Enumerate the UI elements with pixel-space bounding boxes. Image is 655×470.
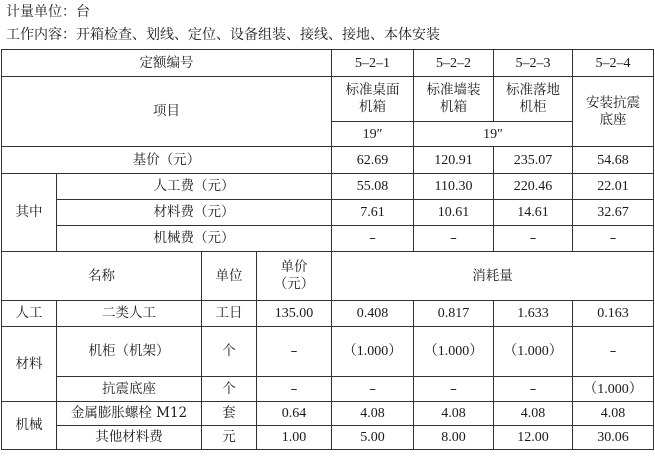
item-name-4-line-2: 底座 [599, 111, 627, 128]
item-name-1 [332, 77, 414, 122]
base-price-value-2: 120.91 [414, 147, 494, 174]
material-consumption-4: – [573, 327, 654, 377]
labor-cost-value-4: 22.01 [573, 174, 654, 200]
material-row [2, 327, 654, 377]
labor-group-label: 人工 [2, 301, 57, 327]
material-unit: 个 [202, 377, 257, 402]
material-name: 机柜（机架） [57, 327, 202, 377]
base-price-value-4: 54.68 [573, 147, 654, 174]
machinery-cost-value-3: – [494, 226, 573, 252]
machinery-consumption-2: 8.00 [414, 426, 494, 450]
labor-name: 二类人工 [57, 301, 202, 327]
consumption-header: 消耗量 [332, 252, 654, 301]
labor-row [2, 301, 654, 327]
material-consumption-1: （1.000） [332, 327, 414, 377]
labor-consumption-1: 0.408 [332, 301, 414, 327]
machinery-consumption-1: 5.00 [332, 426, 414, 450]
material-cost-value-4: 32.67 [573, 200, 654, 226]
quota-code-2: 5–2–2 [414, 50, 494, 77]
material-consumption-3: – [494, 377, 573, 402]
material-price: – [257, 327, 332, 377]
item-name-2-line-1: 标准墙装 [426, 82, 481, 98]
unit-header: 单位 [202, 252, 257, 301]
material-cost-row [2, 200, 654, 226]
unit-of-measure-line: 计量单位：台 [6, 4, 90, 20]
material-cost-value-2: 10.61 [414, 200, 494, 226]
quota-table [1, 49, 654, 450]
labor-price: 135.00 [257, 301, 332, 327]
machinery-consumption-2: 4.08 [414, 402, 494, 426]
material-consumption-3: （1.000） [494, 327, 573, 377]
quota-code-3: 5–2–3 [494, 50, 573, 77]
machinery-price: 1.00 [257, 426, 332, 450]
machinery-name: 其他材料费 [57, 426, 202, 450]
labor-unit: 工日 [202, 301, 257, 327]
material-consumption-2: – [414, 377, 494, 402]
item-name-2 [414, 77, 494, 122]
machinery-cost-value-4: – [573, 226, 654, 252]
base-price-label: 基价（元） [2, 147, 332, 174]
material-cost-value-1: 7.61 [332, 200, 414, 226]
quota-number-label: 定额编号 [2, 50, 332, 77]
item-row [2, 77, 654, 122]
machinery-consumption-4: 4.08 [573, 402, 654, 426]
base-price-value-3: 235.07 [494, 147, 573, 174]
item-name-3-line-1: 标准落地 [506, 82, 560, 98]
material-row [2, 377, 654, 402]
name-header: 名称 [2, 252, 202, 301]
material-cost-value-3: 14.61 [494, 200, 573, 226]
material-consumption-1: – [332, 377, 414, 402]
item-name-4 [573, 77, 654, 147]
item-label: 项目 [2, 77, 332, 147]
of-which-label: 其中 [2, 174, 57, 252]
machinery-cost-row [2, 226, 654, 252]
machinery-cost-value-1: – [332, 226, 414, 252]
unit-price-header [257, 252, 332, 301]
material-price: – [257, 377, 332, 402]
unit-price-header-line-1: 单价 [280, 259, 308, 275]
item-name-2-line-2: 机箱 [440, 99, 467, 115]
item-name-1-line-1: 标准桌面 [345, 82, 400, 98]
item-name-3 [494, 77, 573, 122]
labor-consumption-3: 1.633 [494, 301, 573, 327]
unit-price-header-line-2: （元） [273, 276, 315, 292]
machinery-consumption-3: 12.00 [494, 426, 573, 450]
machinery-group-label: 机械 [2, 402, 57, 450]
base-price-value-1: 62.69 [332, 147, 414, 174]
machinery-name: 金属膨胀螺栓 M12 [57, 402, 202, 426]
consumption-header-row [2, 252, 654, 301]
labor-consumption-4: 0.163 [573, 301, 654, 327]
quota-code-4: 5–2–4 [573, 50, 654, 77]
material-name: 抗震底座 [57, 377, 202, 402]
quota-code-1: 5–2–1 [332, 50, 414, 77]
size-cell-2: 19″ [414, 122, 573, 147]
labor-cost-value-3: 220.46 [494, 174, 573, 200]
machinery-cost-label: 机械费（元） [57, 226, 332, 252]
machinery-unit: 元 [202, 426, 257, 450]
labor-cost-label: 人工费（元） [57, 174, 332, 200]
labor-cost-value-2: 110.30 [414, 174, 494, 200]
item-name-4-line-1: 安装抗震 [586, 94, 640, 111]
machinery-consumption-1: 4.08 [332, 402, 414, 426]
base-price-row [2, 147, 654, 174]
labor-cost-row [2, 174, 654, 200]
materials-group-label: 材料 [2, 327, 57, 402]
material-unit: 个 [202, 327, 257, 377]
labor-consumption-2: 0.817 [414, 301, 494, 327]
material-consumption-2: （1.000） [414, 327, 494, 377]
material-cost-label: 材料费（元） [57, 200, 332, 226]
machinery-cost-value-2: – [414, 226, 494, 252]
material-consumption-4: （1.000） [573, 377, 654, 402]
quota-number-row [2, 50, 654, 77]
size-cell-1: 19″ [332, 122, 414, 147]
item-name-3-line-2: 机柜 [519, 99, 547, 115]
item-name-1-line-2: 机箱 [359, 99, 386, 115]
machinery-row [2, 402, 654, 426]
labor-cost-value-1: 55.08 [332, 174, 414, 200]
machinery-price: 0.64 [257, 402, 332, 426]
work-content-line: 工作内容：开箱检查、划线、定位、设备组装、接线、接地、本体安装 [6, 27, 440, 43]
machinery-row [2, 426, 654, 450]
machinery-consumption-4: 30.06 [573, 426, 654, 450]
machinery-consumption-3: 4.08 [494, 402, 573, 426]
machinery-unit: 套 [202, 402, 257, 426]
